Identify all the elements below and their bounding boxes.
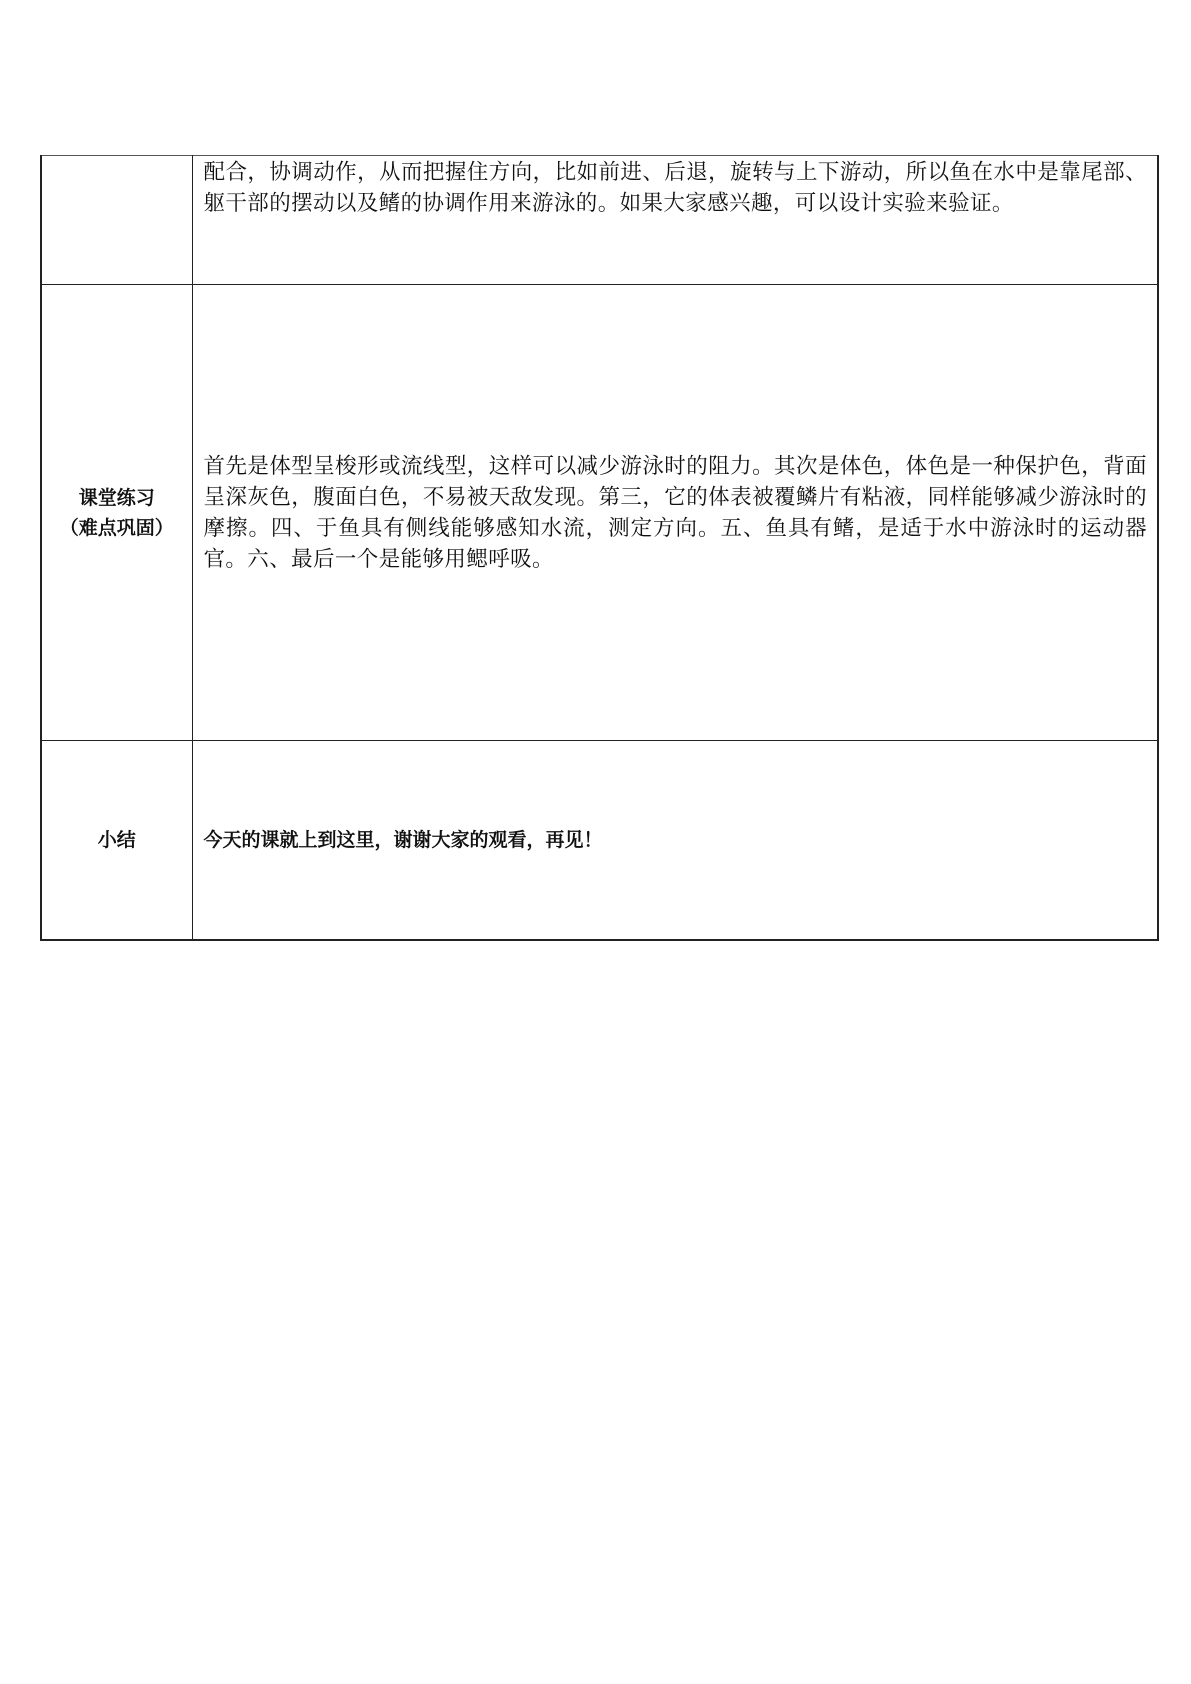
summary-label: 小结 xyxy=(97,829,136,851)
content-cell-intro xyxy=(192,156,1158,285)
table-row-summary xyxy=(41,741,1158,941)
content-cell-practice xyxy=(192,285,1158,741)
content-cell-summary xyxy=(192,741,1158,941)
intro-paragraph: 配合，协调动作，从而把握住方向，比如前进、后退，旋转与上下游动，所以鱼在水中是靠尾部、躯干部的摆动以及鳍的协调作用来游泳的。如果大家感兴趣，可以设计实验来验证。 xyxy=(203,160,1147,216)
practice-paragraph: 首先是体型呈梭形或流线型，这样可以减少游泳时的阻力。其次是体色，体色是一种保护色，背面呈深灰色，腹面白色，不易被天敌发现。第三，它的体表被覆鳞片有粘液，同样能够减少游泳时的摩擦。四、于鱼具有侧线能够感知水流，测定方向。五、鱼具有鳍，是适于水中游泳时的运动器官。六、最后一个是能够用鳃呼吸。 xyxy=(203,453,1147,572)
practice-sublabel: （难点巩固） xyxy=(59,516,174,539)
summary-label-cell xyxy=(41,741,192,941)
summary-text: 今天的课就上到这里，谢谢大家的观看，再见！ xyxy=(203,829,603,851)
practice-label: 课堂练习 xyxy=(78,486,155,509)
lesson-plan-table xyxy=(40,155,1159,941)
empty-label-cell xyxy=(41,156,192,285)
table-row-practice xyxy=(41,285,1158,741)
practice-label-cell xyxy=(41,285,192,741)
table-row-intro-continued xyxy=(41,156,1158,285)
